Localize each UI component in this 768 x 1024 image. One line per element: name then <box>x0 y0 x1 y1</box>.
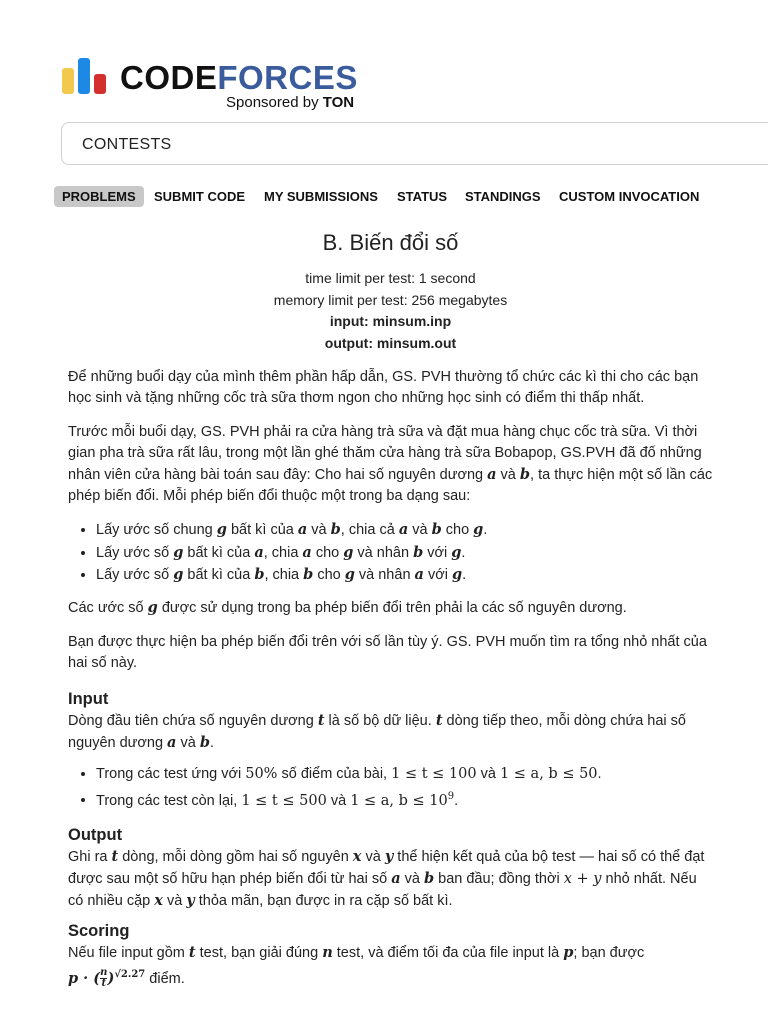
scoring-section <box>68 920 713 990</box>
operation-item: • Lấy ước số chung g bất kì của a và b, chia cả a và b cho g. <box>96 519 713 542</box>
subtasks-list <box>68 764 713 812</box>
legend-paragraph-3 <box>68 597 713 619</box>
output-file <box>68 333 713 355</box>
codeforces-logo-icon[interactable] <box>62 58 108 94</box>
sponsor-line <box>226 94 354 111</box>
divisor-note: Các ước số g được sử dụng trong ba phép biến đổi trên phải la các số nguyên dương. <box>68 599 627 616</box>
operation-item: • Lấy ước số g bất kì của b, chia b cho g và nhân a với g. <box>96 564 713 587</box>
subtasks-ul <box>68 764 713 812</box>
output-heading: Output <box>68 826 123 844</box>
problem-statement-header <box>68 228 713 354</box>
sponsor-name[interactable]: TON <box>322 94 355 111</box>
input-description: Dòng đầu tiên chứa số nguyên dương t là số bộ dữ liệu. t dòng tiếp theo, mỗi dòng chứa hai số nguyên dương a và b. <box>68 712 686 751</box>
var-a: a <box>487 466 497 483</box>
scoring-formula: p · ( $\frac{n}{t}$ )$^{√2.27}$ <box>68 967 146 990</box>
logo-code-text: CODE <box>120 59 218 96</box>
story-paragraph-2 <box>68 422 713 507</box>
input-file-text: input: minsum.inp <box>329 313 452 329</box>
output-description: Ghi ra t dòng, mỗi dòng gồm hai số nguyên x và y thể hiện kết quả của bộ test — hai số có thể đạt được sau một số hữu hạn phép biến đổi từ hai số a và b ban đầu; đồng thời x + y nhỏ nhất. Nếu có nhiều cặp x và y thỏa mãn, bạn được in ra cặp số bất kì. <box>68 848 705 909</box>
menu-standings[interactable]: STANDINGS <box>465 189 541 204</box>
logo-forces-text: FORCES <box>217 59 358 96</box>
contests-link[interactable]: CONTESTS <box>82 136 172 153</box>
site-header <box>0 0 768 120</box>
output-section <box>68 824 713 912</box>
input-file <box>68 311 713 333</box>
menu-submit-code[interactable]: SUBMIT CODE <box>154 189 245 204</box>
input-heading: Input <box>68 690 109 708</box>
legend-paragraph-1 <box>68 367 713 409</box>
output-file-text: output: minsum.out <box>324 334 457 351</box>
p2-text-c: , ta thực hiện một số lần các phép biến đổi. Mỗi phép biến đổi thuộc một trong ba dạng sau: <box>68 467 713 504</box>
logo-bar-blue <box>78 58 90 94</box>
menu-my-submissions[interactable]: MY SUBMISSIONS <box>264 189 378 204</box>
contests-nav-box <box>61 122 768 165</box>
logo-bar-yellow <box>62 68 74 94</box>
logo-bar-red <box>94 74 106 94</box>
legend-paragraph-2 <box>68 422 713 507</box>
operations-ul <box>68 519 713 587</box>
time-limit: time limit per test: 1 second <box>305 270 476 286</box>
goal-paragraph: Bạn được thực hiện ba phép biến đổi trên với số lần tùy ý. GS. PVH muốn tìm ra tổng nhỏ nhất của hai số này. <box>68 634 707 671</box>
memory-limit: memory limit per test: 256 megabytes <box>273 291 508 308</box>
operations-list <box>68 519 713 587</box>
problem-title: B. Biến đổi số <box>322 230 459 255</box>
subtask-item: • Trong các test ứng với 50% số điểm của bài, 1 ≤ t ≤ 100 và 1 ≤ a, b ≤ 50. <box>96 764 713 786</box>
subtask-item: • Trong các test còn lại, 1 ≤ t ≤ 500 và 1 ≤ a, $b \le 10^9$. <box>96 786 713 812</box>
var-b: b <box>519 466 531 483</box>
menu-custom-invocation[interactable]: CUSTOM INVOCATION <box>559 189 700 204</box>
menu-problems[interactable]: PROBLEMS <box>54 186 144 207</box>
legend-paragraph-4 <box>68 632 713 674</box>
p2-text-b: và <box>496 467 520 483</box>
scoring-heading: Scoring <box>68 922 130 940</box>
sponsor-prefix: Sponsored by <box>226 94 319 111</box>
story-paragraph-1: Để những buổi dạy của mình thêm phần hấp dẫn, GS. PVH thường tổ chức các kì thi cho các bạn học sinh và tặng những cốc trà sữa thơm ngon cho những học sinh có điểm thi thấp nhất. <box>68 369 699 406</box>
input-section <box>68 688 713 754</box>
p2-text-a: Trước mỗi buổi dạy, GS. PVH phải ra cửa hàng trà sữa và đặt mua hàng chục cốc trà sữa. Vì thời gian pha trà sữa rất lâu, trong một lần ghé thăm cửa hàng trà sữa Bobapop, GS.PVH đã đố những nhân viên cửa hàng bài toán sau đây: Cho hai số nguyên dương <box>68 424 702 483</box>
codeforces-wordmark[interactable] <box>120 60 358 96</box>
menu-status[interactable]: STATUS <box>397 189 448 204</box>
scoring-description: Nếu file input gồm t test, bạn giải đúng n test, và điểm tối đa của file input là p; bạn được p · ( $\frac{n}{t}$ )$^{√2.27}$ điểm. <box>68 944 645 990</box>
operation-item: • Lấy ước số g bất kì của a, chia a cho g và nhân b với g. <box>96 542 713 565</box>
